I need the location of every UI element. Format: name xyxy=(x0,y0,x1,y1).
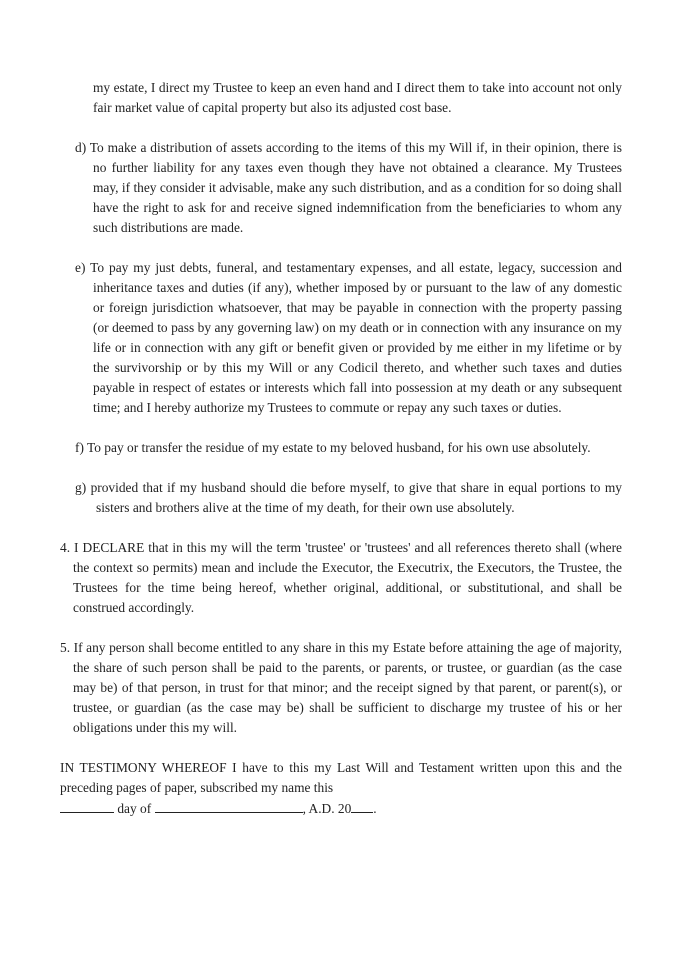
ad-label: , A.D. 20 xyxy=(302,801,352,816)
signature-date-line xyxy=(60,798,680,819)
clause-g: g) provided that if my husband should die before myself, to give that share in equal portions to my sisters and brothers alive at the time of my death, for their own use absolutely. xyxy=(75,480,622,515)
day-blank[interactable] xyxy=(60,798,114,813)
item-4-declaration: 4. I DECLARE that in this my will the term 'trustee' or 'trustees' and all references thereto shall (where the context so permits) mean and include the Executor, the Executrix, the Executors, the Trustee, the Trustees for the time being hereof, whether original, additional, or substitutional, and shall be construed accordingly. xyxy=(60,540,622,615)
clause-e: e) To pay my just debts, funeral, and testamentary expenses, and all estate, legacy, succession and inheritance taxes and duties (if any), whether imposed by or pursuant to the law of any domestic or foreign jurisdiction whatsoever, that may be payable in connection with the property passing (or deemed to pass by any governing law) on my death or in connection with any insurance on my life or in connection with any gift or benefit given or provided by me either in my lifetime or by the survivorship or by this my Will or any Codicil thereto, and whether such taxes and duties payable in respect of estates or interests which fall into possession at my death or any subsequent time; and I hereby authorize my Trustees to commute or repay any such taxes or duties. xyxy=(75,260,622,415)
clause-c-continued: my estate, I direct my Trustee to keep an even hand and I direct them to take into account not only fair market value of capital property but also its adjusted cost base. xyxy=(93,80,622,115)
document-page xyxy=(0,78,680,819)
end-period: . xyxy=(373,801,377,816)
item-5-minors: 5. If any person shall become entitled to any share in this my Estate before attaining the age of majority, the share of such person shall be paid to the parents, or parents, or trustee, or guardian (as the case may be) of that person, in trust for that minor; and the receipt signed by that parent, or parent(s), or trustee, or guardian (as the case may be) shall be sufficient to discharge my trustee of his or her obligations under this my will. xyxy=(60,640,622,735)
clause-d: d) To make a distribution of assets according to the items of this my Will if, in their opinion, there is no further liability for any taxes even though they have not obtained a clearance. My Trustees may, if they consider it advisable, make any such distribution, and as a condition for so doing shall have the right to ask for and receive signed indemnification from the beneficiaries to whom any such distributions are made. xyxy=(75,140,622,235)
day-of-label: day of xyxy=(117,801,152,816)
year-blank[interactable] xyxy=(351,798,373,813)
month-blank[interactable] xyxy=(155,798,303,813)
clause-f: f) To pay or transfer the residue of my estate to my beloved husband, for his own use absolutely. xyxy=(75,440,591,455)
testimony-clause: IN TESTIMONY WHEREOF I have to this my Last Will and Testament written upon this and the preceding pages of paper, subscribed my name this xyxy=(60,760,622,795)
